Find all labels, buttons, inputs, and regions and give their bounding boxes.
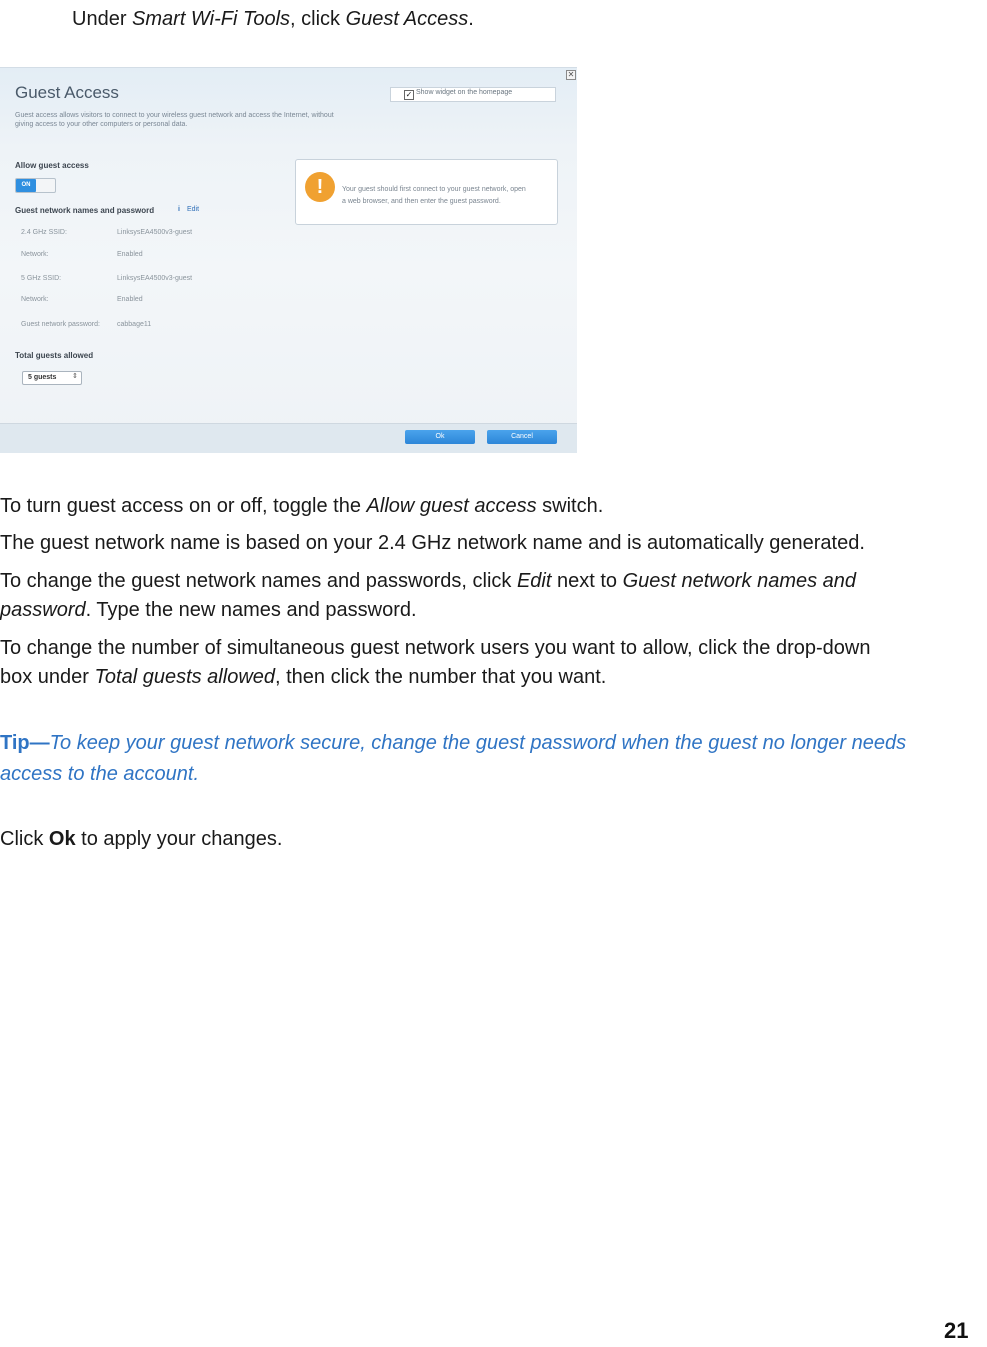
description-line: Guest access allows visitors to connect to your wireless guest network and access the Internet, without: [15, 112, 334, 119]
tip-text: To keep your guest network secure, change the guest password when the guest no longer needs: [49, 732, 907, 754]
paragraph-network-name: The guest network name is based on your 2.4 GHz network name and is automatically generated.: [0, 532, 865, 554]
paragraph-toggle: [0, 492, 603, 521]
toggle-on-label: ON: [16, 179, 36, 192]
intro-smart-wifi-tools: Smart Wi-Fi Tools: [132, 8, 291, 30]
intro-text: , click: [290, 8, 346, 30]
guest-password-value: cabbage11: [117, 321, 152, 328]
panel-title: Guest Access: [15, 83, 119, 102]
paragraph-edit-line2: [0, 596, 417, 625]
edit-link[interactable]: Edit: [187, 206, 200, 213]
ssid-24-value: LinksysEA4500v3-guest: [117, 229, 193, 236]
paragraph-guests-line2: [0, 663, 606, 692]
text: next to: [551, 570, 623, 592]
total-guests-value: 5 guests: [28, 374, 57, 381]
tip-label: Tip—: [0, 732, 50, 754]
text: To change the guest network names and passwords, click: [0, 570, 517, 592]
close-icon[interactable]: ✕: [567, 70, 575, 79]
warning-icon: !: [305, 172, 335, 202]
panel-description: [15, 111, 334, 129]
network-5-label: Network:: [21, 296, 49, 303]
text: To turn guest access on or off, toggle the: [0, 495, 367, 517]
intro-guest-access: Guest Access: [345, 8, 469, 30]
text: . Type the new names and password.: [85, 599, 417, 621]
page-number: 21: [944, 1318, 969, 1343]
intro-instruction: [72, 5, 474, 34]
text: Click: [0, 828, 49, 850]
ssid-5-label: 5 GHz SSID:: [21, 275, 62, 282]
show-widget-label: Show widget on the homepage: [416, 89, 513, 96]
intro-text: Under: [72, 8, 133, 30]
edit-term: Edit: [516, 570, 552, 592]
network-5-value: Enabled: [117, 296, 143, 303]
notice-line: Your guest should first connect to your guest network, open: [342, 186, 526, 193]
ok-button[interactable]: Ok: [405, 430, 475, 444]
text: switch.: [536, 495, 604, 517]
ssid-5-value: LinksysEA4500v3-guest: [117, 275, 193, 282]
tip-line2: access to the account.: [0, 763, 200, 785]
intro-text: .: [468, 8, 474, 30]
paragraph-guests-line1: To change the number of simultaneous guest network users you want to allow, click the drop-down: [0, 637, 871, 659]
allow-guest-access-term: Allow guest access: [366, 495, 537, 517]
tip-line1: [0, 729, 906, 758]
names-password-header: Guest network names and password: [15, 206, 155, 215]
password-term: password: [0, 599, 86, 621]
show-widget-checkbox[interactable]: ✓: [405, 90, 413, 99]
text: , then click the number that you want.: [275, 666, 607, 688]
text: to apply your changes.: [75, 828, 283, 850]
notice-line: a web browser, and then enter the guest password.: [342, 198, 501, 205]
paragraph-edit-line1: [0, 567, 856, 596]
total-guests-term: Total guests allowed: [94, 666, 276, 688]
cancel-button[interactable]: Cancel: [487, 430, 557, 444]
ssid-24-label: 2.4 GHz SSID:: [21, 229, 67, 236]
select-arrows-icon: ⇕: [72, 373, 78, 380]
ok-term: Ok: [48, 828, 76, 850]
guest-access-screenshot: [0, 67, 577, 453]
guest-notice-text: [342, 184, 526, 208]
info-icon: i: [178, 206, 180, 213]
names-password-term: Guest network names and: [622, 570, 857, 592]
total-guests-label: Total guests allowed: [15, 351, 94, 360]
paragraph-apply: [0, 825, 282, 854]
network-24-value: Enabled: [117, 251, 143, 258]
network-24-label: Network:: [21, 251, 49, 258]
description-line: giving access to your other computers or personal data.: [15, 121, 188, 128]
guest-password-label: Guest network password:: [21, 321, 100, 328]
allow-guest-access-label: Allow guest access: [15, 161, 89, 170]
text: box under: [0, 666, 95, 688]
